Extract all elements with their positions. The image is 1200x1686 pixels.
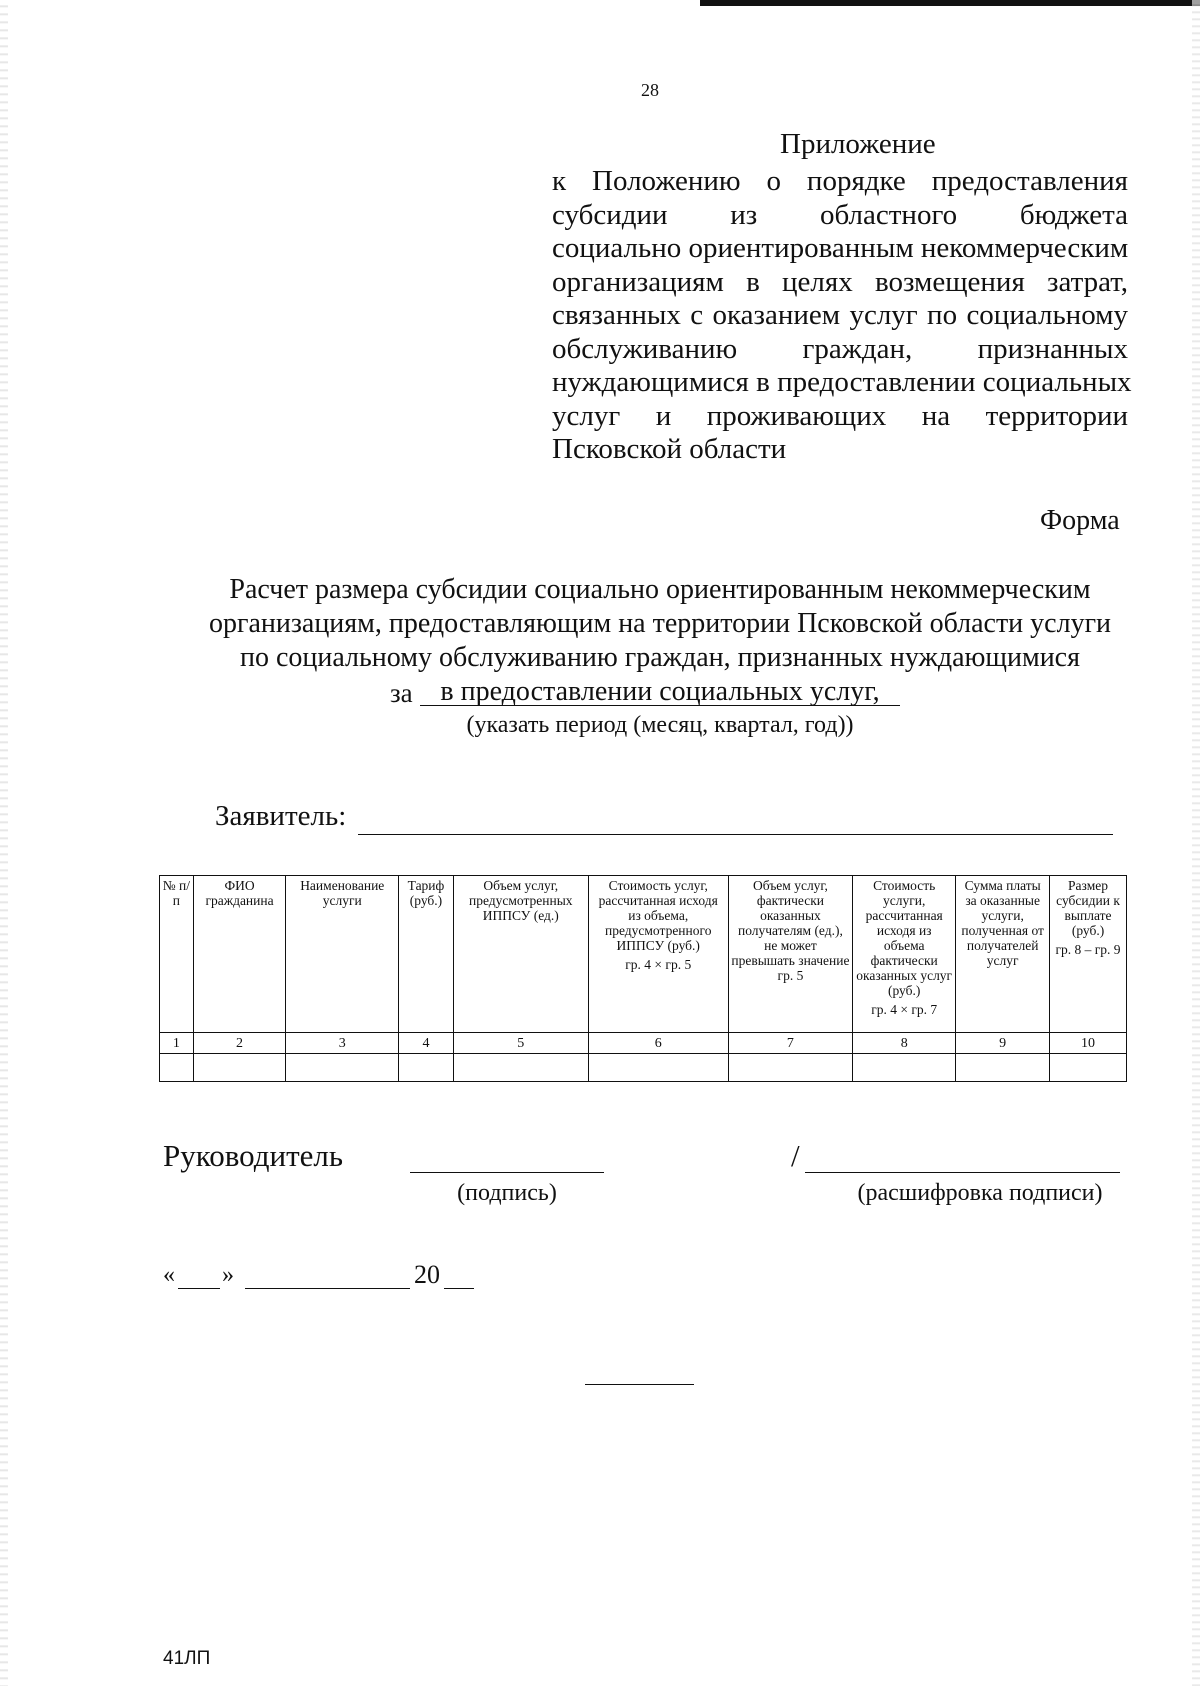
date-day-field[interactable] (178, 1288, 220, 1289)
signature-slash: / (791, 1138, 800, 1173)
signature-field[interactable] (410, 1172, 604, 1173)
table-cell[interactable] (853, 1054, 956, 1082)
table-header-row (160, 876, 1127, 1033)
table-cell[interactable] (453, 1054, 588, 1082)
header-text: Стоимость услуги, рассчитанная исходя из объема фактически оказанных услуг (руб.) (856, 878, 953, 998)
column-number: 6 (588, 1033, 728, 1054)
appendix-line: услуг и проживающих на территории (552, 399, 1128, 432)
appendix-line: социально ориентированным некоммерческим (552, 232, 1129, 264)
table-cell[interactable] (1050, 1054, 1127, 1082)
title-line: в предоставлении социальных услуг, (440, 676, 880, 707)
signature-decode-caption: (расшифровка подписи) (857, 1180, 1103, 1206)
document-title (190, 573, 1130, 709)
signature-decode-field[interactable] (805, 1172, 1120, 1173)
header-formula: гр. 4 × гр. 5 (625, 957, 692, 972)
column-number: 3 (286, 1033, 399, 1054)
appendix-line: обслуживанию граждан, признанных (552, 332, 1128, 365)
column-number-row (160, 1033, 1127, 1054)
date-month-field[interactable] (245, 1288, 410, 1289)
header-text: Наименование услуги (300, 878, 385, 908)
date-year-field[interactable] (444, 1288, 474, 1289)
header-text: Размер субсидии к выплате (руб.) (1056, 878, 1120, 938)
table-cell[interactable] (160, 1054, 194, 1082)
title-line: по социальному обслуживанию граждан, признанных нуждающимися (240, 642, 1080, 673)
column-number: 2 (193, 1033, 286, 1054)
appendix-line: организациям в целях возмещения затрат, (552, 265, 1128, 298)
column-number: 7 (728, 1033, 852, 1054)
column-number: 9 (956, 1033, 1050, 1054)
column-header-actual-volume (728, 876, 852, 1033)
table-cell[interactable] (588, 1054, 728, 1082)
title-line: организациям, предоставляющим на территории Псковской области услуги (208, 608, 1112, 639)
header-text: Сумма платы за оказанные услуги, полученная от получателей услуг (961, 878, 1044, 968)
column-number: 5 (453, 1033, 588, 1054)
column-number: 1 (160, 1033, 194, 1054)
header-formula: гр. 8 – гр. 9 (1055, 942, 1121, 957)
column-number: 8 (853, 1033, 956, 1054)
header-text: Тариф (руб.) (407, 878, 445, 908)
period-hint: (указать период (месяц, квартал, год)) (466, 712, 854, 738)
header-text: Стоимость услуг, рассчитанная исходя из объема, предусмотренного ИППСУ (руб.) (598, 878, 718, 953)
table-cell[interactable] (399, 1054, 454, 1082)
header-text: Объем услуг, предусмотренных ИППСУ (ед.) (468, 878, 573, 923)
end-separator (585, 1384, 694, 1385)
table-cell[interactable] (956, 1054, 1050, 1082)
title-line: Расчет размера субсидии социально ориентированным некоммерческим (229, 574, 1091, 605)
appendix-text (552, 165, 1132, 467)
signature-caption: (подпись) (457, 1180, 557, 1206)
applicant-field[interactable] (358, 834, 1113, 835)
scan-top-bar (700, 0, 1200, 6)
header-formula: гр. 4 × гр. 7 (871, 1002, 938, 1017)
header-text: Объем услуг, фактически оказанных получателям (ед.), не может превышать значение гр. 5 (731, 878, 850, 983)
column-header-number (160, 876, 194, 1033)
column-header-actual-cost (853, 876, 956, 1033)
page-number: 28 (641, 80, 659, 100)
column-header-subsidy-amount (1050, 876, 1127, 1033)
header-text: ФИО гражданина (205, 878, 274, 908)
date-year-prefix: 20 (414, 1260, 440, 1289)
table-row (160, 1054, 1127, 1082)
scan-right-edge (1192, 0, 1200, 1686)
column-header-fee-received (956, 876, 1050, 1033)
column-header-planned-cost (588, 876, 728, 1033)
table-cell[interactable] (286, 1054, 399, 1082)
appendix-title: Приложение (780, 128, 936, 160)
header-text: № п/п (162, 878, 190, 908)
head-label: Руководитель (163, 1138, 344, 1173)
date-close-quote: » (222, 1262, 234, 1288)
appendix-line: связанных с оказанием услуг по социальному (552, 299, 1128, 331)
appendix-line: нуждающимися в предоставлении социальных (552, 366, 1132, 398)
period-field[interactable] (420, 705, 900, 706)
scan-left-edge (0, 0, 8, 1686)
appendix-line: к Положению о порядке предоставления (552, 165, 1128, 197)
table-cell[interactable] (728, 1054, 852, 1082)
form-label: Форма (1040, 505, 1120, 536)
column-header-service (286, 876, 399, 1033)
period-label: за (390, 678, 413, 708)
table-cell[interactable] (193, 1054, 286, 1082)
column-number: 4 (399, 1033, 454, 1054)
appendix-line: Псковской области (552, 433, 787, 465)
appendix-line: субсидии из областного бюджета (552, 198, 1128, 231)
column-header-tariff (399, 876, 454, 1033)
subsidy-calculation-table (159, 875, 1127, 1082)
column-header-name (193, 876, 286, 1033)
applicant-label: Заявитель: (215, 800, 347, 832)
column-number: 10 (1050, 1033, 1127, 1054)
footer-code: 41ЛП (163, 1648, 211, 1669)
column-header-planned-volume (453, 876, 588, 1033)
date-open-quote: « (163, 1262, 175, 1288)
